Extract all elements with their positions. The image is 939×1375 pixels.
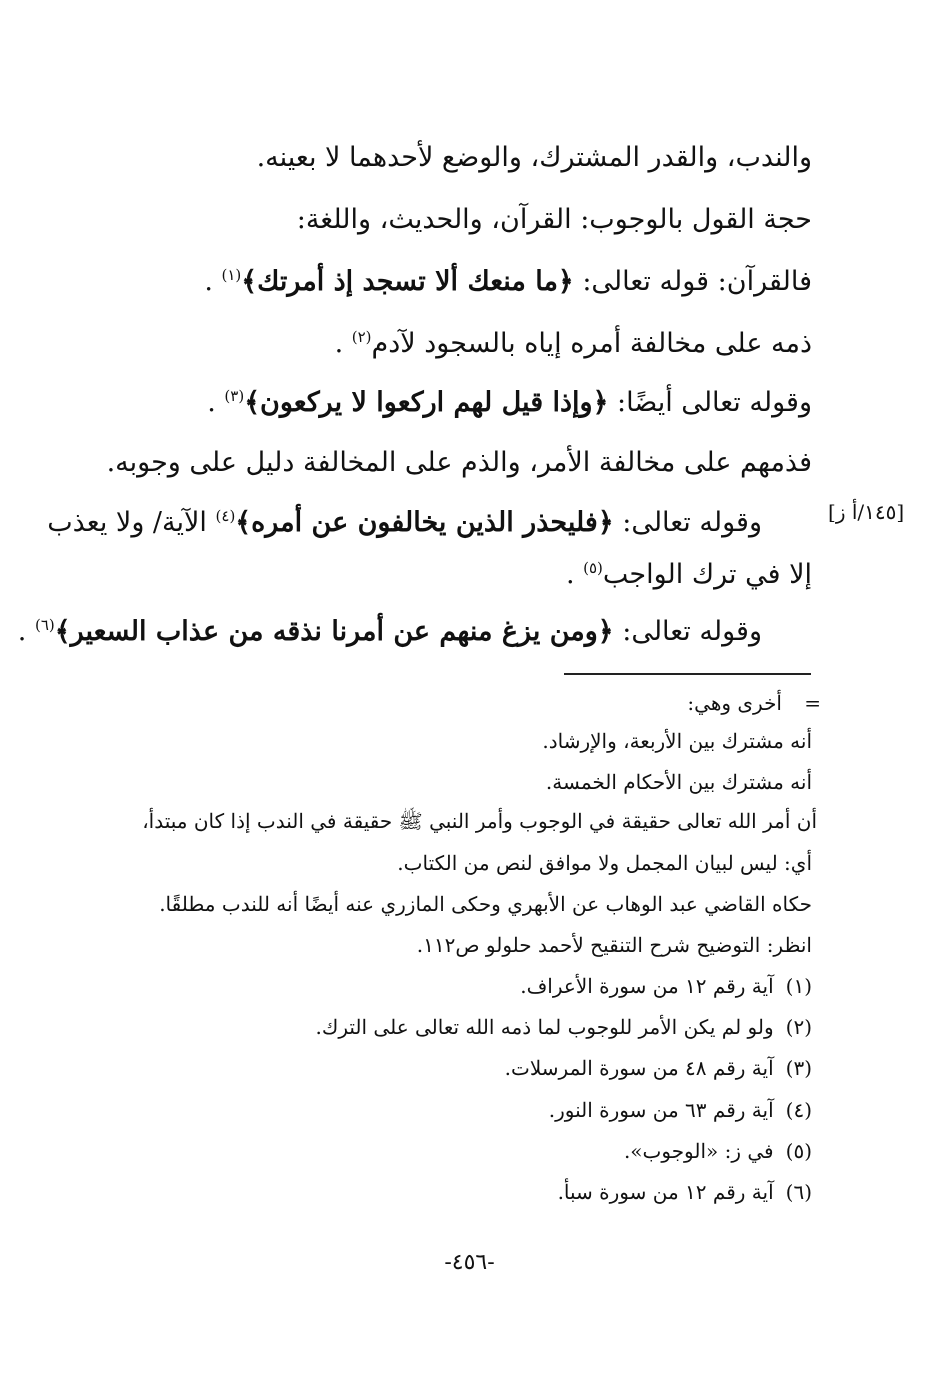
footnote-3 xyxy=(505,1056,812,1080)
text-segment: الآية/ ولا يعذب xyxy=(47,507,216,538)
footnote-ref: (٤) xyxy=(215,507,236,525)
footnote-text: آية رقم ٤٨ من سورة المرسلات. xyxy=(504,1056,774,1080)
footnote-4 xyxy=(549,1098,812,1122)
footnote-number: (٦) xyxy=(785,1180,812,1204)
text-segment: ذمه على مخالفة أمره إياه بالسجود لآدم xyxy=(371,328,812,359)
footnote-text: آية رقم ١٢ من سورة الأعراف. xyxy=(520,974,774,998)
footnote-1 xyxy=(520,974,812,998)
footnote-text: في ز: «الوجوب». xyxy=(623,1139,774,1163)
text-segment: وقوله تعالى: xyxy=(613,507,762,538)
footnote-text: آية رقم ١٢ من سورة سبأ. xyxy=(557,1180,774,1204)
text-segment: . xyxy=(17,616,35,647)
continuation-mark: = xyxy=(804,691,821,715)
footnote-2 xyxy=(316,1015,813,1039)
footnote-ref: (٥) xyxy=(583,559,603,577)
main-line-5 xyxy=(207,373,812,433)
footnote-cont-line-2: أنه مشترك بين الأربعة، والإرشاد. xyxy=(542,729,812,753)
page-number: -٤٥٦- xyxy=(444,1250,495,1275)
footnote-cont-line-4: أن أمر الله تعالى حقيقة في الوجوب وأمر النبي ﷺ حقيقة في الندب إذا كان مبتدأ، xyxy=(142,809,817,833)
main-line-1: والندب، والقدر المشترك، والوضع لأحدهما لا بعينه. xyxy=(256,142,812,173)
main-line-4 xyxy=(335,314,812,374)
text-segment: . xyxy=(204,266,222,297)
manuscript-margin-note: [١٤٥/أ ز] xyxy=(828,500,905,524)
main-line-6: فذمهم على مخالفة الأمر، والذم على المخالفة دليل على وجوبه. xyxy=(106,447,812,478)
quran-quote: ﴿وإذا قيل لهم اركعوا لا يركعون﴾ xyxy=(244,387,609,418)
footnote-number: (١) xyxy=(785,974,812,998)
footnote-cont-line-3: أنه مشترك بين الأحكام الخمسة. xyxy=(545,770,812,794)
text-segment: . xyxy=(334,328,352,359)
footnote-number: (٥) xyxy=(785,1139,812,1163)
main-line-7 xyxy=(47,493,812,553)
footnote-cont-line-7: انظر: التوضيح شرح التنقيح لأحمد حلولو ص١١٢. xyxy=(416,933,812,957)
footnote-ref: (٢) xyxy=(351,328,372,346)
footnote-5 xyxy=(624,1139,812,1163)
footnote-ref: (١) xyxy=(221,266,242,284)
quran-quote: ﴿فليحذر الذين يخالفون عن أمره﴾ xyxy=(235,507,614,538)
text-segment: . xyxy=(565,559,584,590)
footnote-cont-line-5: أي: ليس لبيان المجمل ولا موافق لنص من الكتاب. xyxy=(397,851,812,875)
footnote-number: (٤) xyxy=(785,1098,812,1122)
footnote-cont-line-1: أخرى وهي: xyxy=(687,691,782,715)
footnote-ref: (٣) xyxy=(224,387,245,405)
quran-quote: ﴿ما منعك ألا تسجد إذ أمرتك﴾ xyxy=(241,266,574,297)
text-segment: وقوله تعالى: xyxy=(613,616,762,647)
main-line-3 xyxy=(204,252,812,312)
main-line-9 xyxy=(18,602,762,662)
footnote-text: ولو لم يكن الأمر للوجوب لما ذمه الله تعالى على الترك. xyxy=(315,1015,774,1039)
quran-quote: ﴿ومن يزغ منهم عن أمرنا نذقه من عذاب السعير﴾ xyxy=(54,616,614,647)
text-segment: فالقرآن: قوله تعالى: xyxy=(573,266,812,297)
footnote-6 xyxy=(558,1180,812,1204)
footnote-ref: (٦) xyxy=(34,616,55,634)
main-line-2: حجة القول بالوجوب: القرآن، والحديث، واللغة: xyxy=(296,204,812,235)
text-segment: وقوله تعالى أيضًا: xyxy=(608,387,812,418)
main-line-8 xyxy=(566,545,812,605)
footnote-separator xyxy=(564,673,811,675)
footnote-cont-line-6: حكاه القاضي عبد الوهاب عن الأبهري وحكى المازري عنه أيضًا أنه للندب مطلقًا. xyxy=(159,892,812,916)
text-segment: . xyxy=(207,387,225,418)
footnote-number: (٢) xyxy=(785,1015,812,1039)
footnote-text: آية رقم ٦٣ من سورة النور. xyxy=(548,1098,774,1122)
text-segment: إلا في ترك الواجب xyxy=(602,559,812,590)
footnote-number: (٣) xyxy=(785,1056,812,1080)
